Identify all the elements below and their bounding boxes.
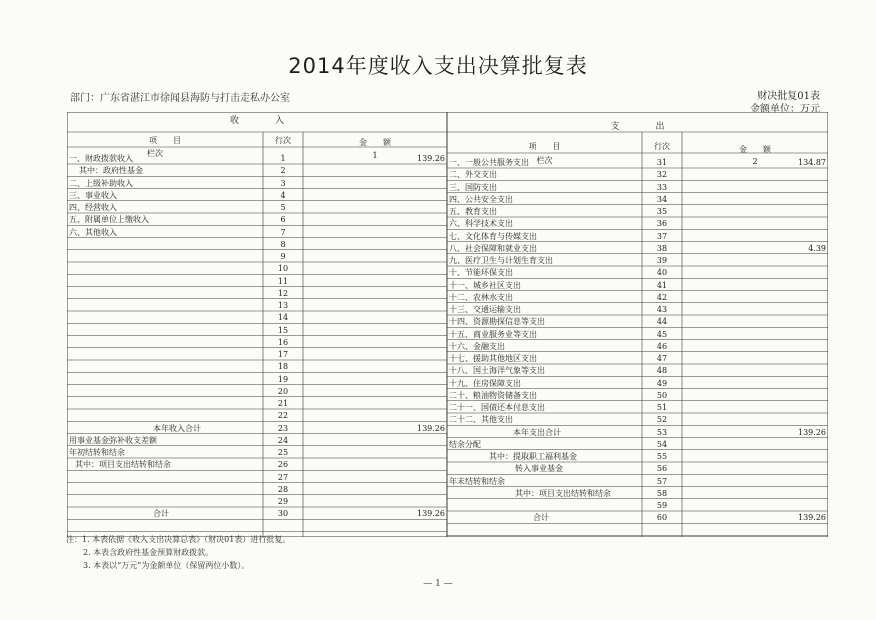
expense-row-line: 32 [656, 170, 668, 180]
income-row-line: 25 [277, 448, 289, 457]
expense-row-line: 45 [656, 329, 668, 339]
expense-row-item: 七、文化体育与传媒支出 [449, 231, 537, 241]
income-row-line: 15 [277, 325, 289, 335]
expense-row-item: 结余分配 [449, 439, 481, 449]
income-row-line: 8 [280, 239, 286, 249]
expense-row-line: 33 [656, 182, 668, 192]
expense-row-item: 一、一般公共服务支出 [449, 158, 529, 167]
expense-row-amount: 139.26 [798, 427, 826, 437]
income-row-line: 11 [277, 276, 289, 286]
expense-row-line: 41 [656, 280, 668, 290]
income-row-line: 22 [277, 411, 289, 421]
expense-row-line: 48 [656, 366, 668, 376]
income-row-line: 1 [280, 154, 286, 163]
expense-amount-header: 金 额 [739, 145, 771, 154]
expense-row-line: 56 [656, 464, 668, 474]
expense-row-line: 37 [656, 231, 668, 241]
income-row-amount: 139.26 [417, 423, 445, 433]
expense-row-item: 十九、住房保障支出 [449, 378, 521, 388]
expense-row-item: 十七、援助其他地区支出 [449, 354, 537, 363]
expense-row-line: 42 [656, 292, 668, 302]
expense-col-label: 栏次 [536, 156, 553, 165]
expense-row-item: 九、医疗卫生与计划生育支出 [449, 256, 553, 265]
income-row-line: 17 [277, 350, 289, 359]
expense-item-header: 项 目 [528, 142, 561, 151]
expense-row-item: 三、国防支出 [449, 182, 497, 192]
expense-row-item: 二十一、国债还本付息支出 [449, 403, 545, 412]
expense-row-line: 57 [656, 476, 668, 486]
income-row-line: 19 [277, 374, 289, 384]
expense-row-item: 十五、商业服务业等支出 [449, 329, 537, 339]
income-row-line: 21 [277, 399, 289, 408]
expense-row-line: 46 [656, 341, 668, 351]
expense-row-line: 50 [656, 390, 668, 400]
expense-row-item: 十六、金融支出 [449, 341, 505, 351]
income-col-number: 1 [372, 151, 378, 160]
income-row-item: 年初结转和结余 [69, 448, 125, 457]
income-row-line: 7 [280, 227, 286, 237]
income-item-header: 项 目 [149, 136, 181, 145]
income-row-item: 合计 [153, 509, 169, 519]
note-1: 注：1. 本表依据《收入支出决算总表》（财决01表）进行批复。 [66, 535, 291, 544]
income-row-item: 用事业基金弥补收支差额 [69, 435, 157, 445]
expense-row-item: 二十二、其他支出 [449, 415, 513, 425]
expense-row-item: 六、科学技术支出 [449, 219, 513, 229]
expense-row-line: 55 [656, 452, 668, 461]
expense-row-item: 二十、粮油物资储备支出 [449, 390, 537, 400]
expense-row-line: 35 [656, 207, 668, 216]
approval-table [67, 112, 828, 537]
expense-row-item: 本年支出合计 [513, 427, 561, 437]
expense-row-line: 31 [656, 158, 668, 167]
income-row-line: 6 [280, 215, 286, 225]
expense-row-line: 51 [656, 403, 668, 412]
form-number: 财决批复01表 [757, 91, 820, 102]
expense-row-line: 44 [656, 317, 668, 327]
expense-row-line: 40 [656, 268, 668, 278]
income-row-line: 2 [280, 166, 286, 176]
note-3: 3. 本表以“万元”为金额单位（保留两位小数）。 [83, 561, 250, 570]
expense-row-line: 43 [656, 305, 668, 314]
income-row-item: 四、经营收入 [69, 203, 117, 212]
expense-row-line: 58 [656, 488, 668, 498]
expense-row-amount: 134.87 [798, 158, 826, 167]
expense-row-item: 其中：提取职工福利基金 [489, 452, 577, 461]
department-label: 部门：广东省湛江市徐闻县海防与打击走私办公室 [70, 93, 290, 104]
expense-row-line: 39 [656, 256, 668, 265]
income-row-line: 29 [277, 497, 289, 506]
page-title: 2014年度收入支出决算批复表 [288, 54, 588, 78]
income-row-line: 3 [280, 178, 286, 188]
expense-line-header: 行次 [654, 142, 670, 151]
income-row-line: 12 [277, 288, 289, 298]
expense-row-line: 59 [656, 501, 668, 510]
income-col-label: 栏次 [147, 149, 163, 158]
income-row-line: 4 [280, 190, 286, 200]
expense-row-item: 四、公共安全支出 [449, 194, 513, 204]
income-row-line: 14 [277, 313, 289, 323]
expense-row-item: 十、节能环保支出 [449, 268, 513, 278]
income-row-line: 13 [277, 301, 289, 310]
income-row-line: 20 [277, 386, 289, 396]
expense-row-item: 五、教育支出 [449, 207, 497, 216]
income-row-line: 27 [277, 472, 289, 482]
table-notes [66, 533, 290, 572]
income-row-amount: 139.26 [417, 154, 445, 163]
expense-row-line: 53 [656, 427, 668, 437]
expense-row-line: 60 [656, 513, 668, 523]
income-row-item: 六、其他收入 [69, 227, 117, 237]
income-row-line: 10 [277, 264, 289, 274]
income-row-amount: 139.26 [417, 509, 445, 519]
expense-row-line: 47 [656, 354, 668, 363]
income-row-line: 23 [277, 423, 289, 433]
income-line-header: 行次 [275, 136, 291, 145]
income-row-item: 其中：项目支出结转和结余 [75, 460, 171, 470]
income-row-item: 二、上级补助收入 [69, 178, 133, 188]
income-row-line: 30 [277, 509, 289, 519]
expense-row-item: 转入事业基金 [515, 464, 563, 474]
income-row-item: 本年收入合计 [153, 423, 201, 433]
expense-row-line: 36 [656, 219, 668, 229]
expense-row-amount: 139.26 [798, 513, 826, 523]
expense-row-item: 合计 [533, 513, 549, 523]
expense-row-line: 38 [656, 243, 668, 253]
amount-unit: 金额单位：万元 [750, 104, 820, 115]
income-row-item: 一、财政拨款收入 [69, 154, 133, 163]
expense-row-item: 十四、资源勘探信息等支出 [449, 317, 545, 327]
expense-row-item: 十八、国土海洋气象等支出 [449, 366, 545, 376]
income-row-item: 五、附属单位上缴收入 [69, 215, 149, 225]
expense-row-line: 52 [656, 415, 668, 425]
expense-row-item: 十三、交通运输支出 [449, 305, 521, 314]
expense-row-amount: 4.39 [808, 243, 826, 253]
income-amount-header: 金 额 [359, 138, 391, 147]
expense-col-number: 2 [752, 157, 758, 166]
expense-row-item: 十二、农林水支出 [449, 292, 513, 302]
expense-row-line: 54 [656, 439, 668, 449]
income-row-line: 9 [280, 252, 286, 261]
income-row-line: 16 [277, 337, 289, 347]
income-row-line: 5 [280, 203, 286, 212]
expense-row-line: 49 [656, 378, 668, 388]
income-row-item: 其中：政府性基金 [79, 166, 143, 176]
expense-row-line: 34 [656, 194, 668, 204]
income-row-line: 18 [277, 362, 289, 372]
expense-row-item: 八、社会保障和就业支出 [449, 243, 537, 253]
income-row-item: 三、事业收入 [69, 190, 117, 200]
income-section-header: 收 入 [229, 116, 284, 126]
note-2: 2. 本表含政府性基金预算财政拨款。 [83, 548, 214, 557]
income-row-line: 28 [277, 484, 289, 494]
page-number: — 1 — [423, 579, 453, 589]
expense-section-header: 支 出 [610, 122, 665, 132]
income-row-line: 24 [277, 435, 289, 445]
expense-row-item: 年末结转和结余 [449, 476, 505, 486]
income-row-line: 26 [277, 460, 289, 470]
expense-row-item: 十一、城乡社区支出 [449, 280, 521, 290]
expense-row-item: 其中：项目支出结转和结余 [515, 488, 611, 498]
expense-row-item: 二、外交支出 [449, 170, 497, 180]
